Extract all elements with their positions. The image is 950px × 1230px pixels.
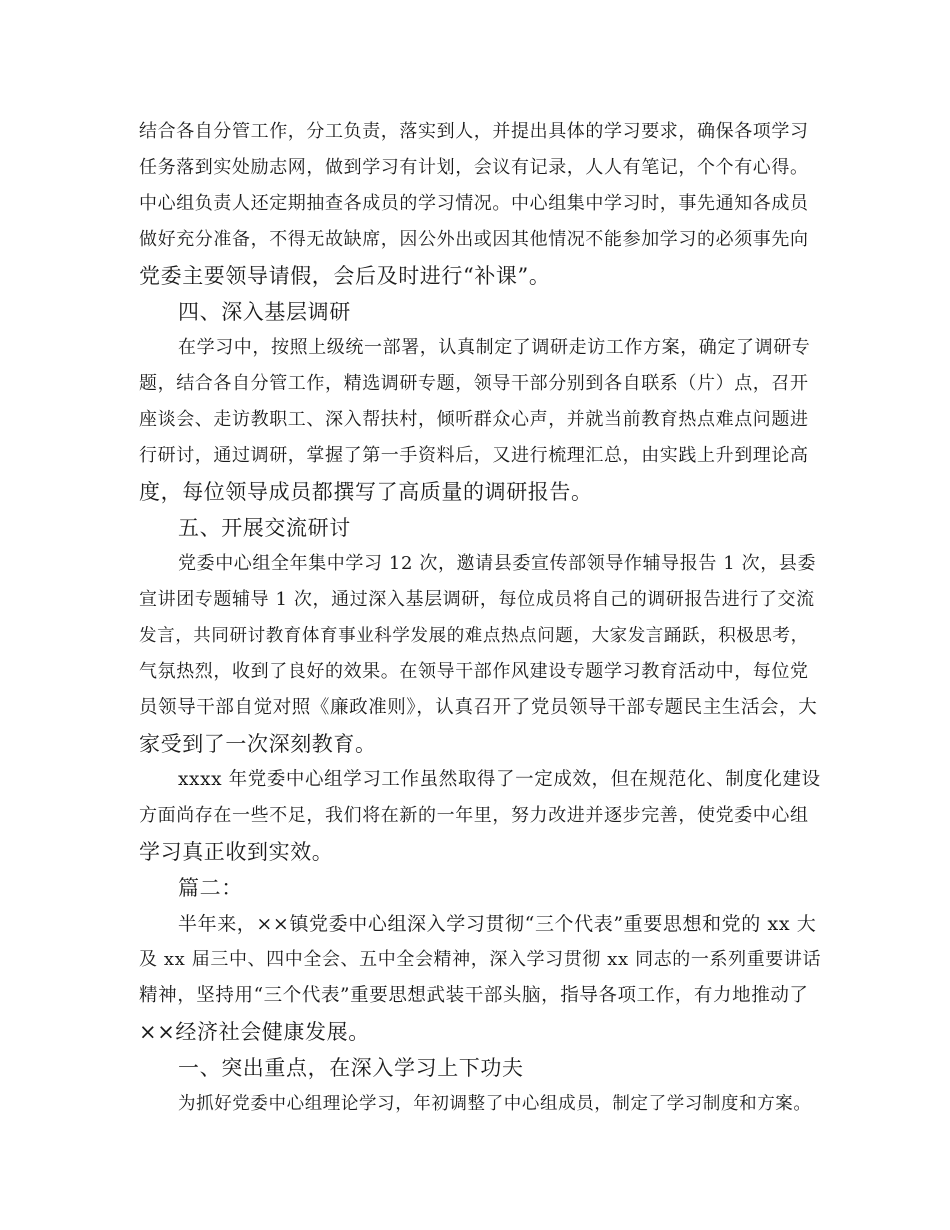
text-line: 员领导干部自觉对照《廉政准则》，认真召开了党员领导干部专题民主生活会，大 [139, 697, 818, 718]
text-line: 任务落到实处励志网，做到学习有计划，会议有记录，人人有笔记，个个有心得。 [139, 157, 809, 178]
text-line: 学习真正收到实效。 [139, 840, 334, 864]
text-line: 党委中心组全年集中学习 12 次，邀请县委宣传部领导作辅导报告 1 次，县委 [178, 553, 817, 574]
text-line: 精神，坚持用“三个代表”重要思想武装干部头脑，指导各项工作，有力地推动了 [139, 985, 809, 1006]
text-line: 度，每位领导成员都撰写了高质量的调研报告。 [139, 480, 593, 504]
text-line: 行研讨，通过调研，掌握了第一手资料后，又进行梳理汇总，由实践上升到理论高 [139, 445, 809, 466]
text-line: 方面尚存在一些不足，我们将在新的一年里，努力改进并逐步完善，使党委中心组 [139, 805, 809, 826]
text-line: 在学习中，按照上级统一部署，认真制定了调研走访工作方案，确定了调研专 [178, 337, 811, 358]
text-line: 党委主要领导请假，会后及时进行“补课”。 [139, 264, 551, 288]
section-heading: 一、突出重点，在深入学习上下功夫 [178, 1056, 524, 1080]
text-line: 做好充分准备，不得无故缺席，因公外出或因其他情况不能参加学习的必须事先向 [139, 229, 809, 250]
text-line: 半年来，××镇党委中心组深入学习贯彻“三个代表”重要思想和党的 xx 大 [178, 913, 817, 935]
text-line: 中心组负责人还定期抽查各成员的学习情况。中心组集中学习时，事先通知各成员 [139, 193, 809, 214]
section-heading: 五、开展交流研讨 [178, 516, 351, 540]
text-line: ××经济社会健康发展。 [139, 1020, 370, 1044]
text-line: 气氛热烈，收到了良好的效果。在领导干部作风建设专题学习教育活动中，每位党 [139, 661, 809, 682]
text-line: 及 xx 届三中、四中全会、五中全会精神，深入学习贯彻 xx 同志的一系列重要讲话 [139, 949, 822, 970]
text-line: 宣讲团专题辅导 1 次，通过深入基层调研，每位成员将自己的调研报告进行了交流 [139, 589, 815, 610]
text-line: 结合各自分管工作，分工负责，落实到人，并提出具体的学习要求，确保各项学习 [139, 121, 809, 142]
text-line: 座谈会、走访教职工、深入帮扶村，倾听群众心声，并就当前教育热点难点问题进 [139, 409, 809, 430]
text-line: 题，结合各自分管工作，精选调研专题，领导干部分别到各自联系（片）点，召开 [139, 373, 809, 394]
text-line: xxxx 年党委中心组学习工作虽然取得了一定成效，但在规范化、制度化建设 [178, 769, 821, 790]
text-line: 家受到了一次深刻教育。 [139, 732, 377, 756]
section-heading: 篇二： [178, 876, 243, 900]
text-line: 为抓好党委中心组理论学习，年初调整了中心组成员，制定了学习制度和方案。 [178, 1094, 812, 1114]
text-line: 发言，共同研讨教育体育事业科学发展的难点热点问题，大家发言踊跃，积极思考， [139, 626, 809, 646]
section-heading: 四、深入基层调研 [178, 300, 351, 324]
